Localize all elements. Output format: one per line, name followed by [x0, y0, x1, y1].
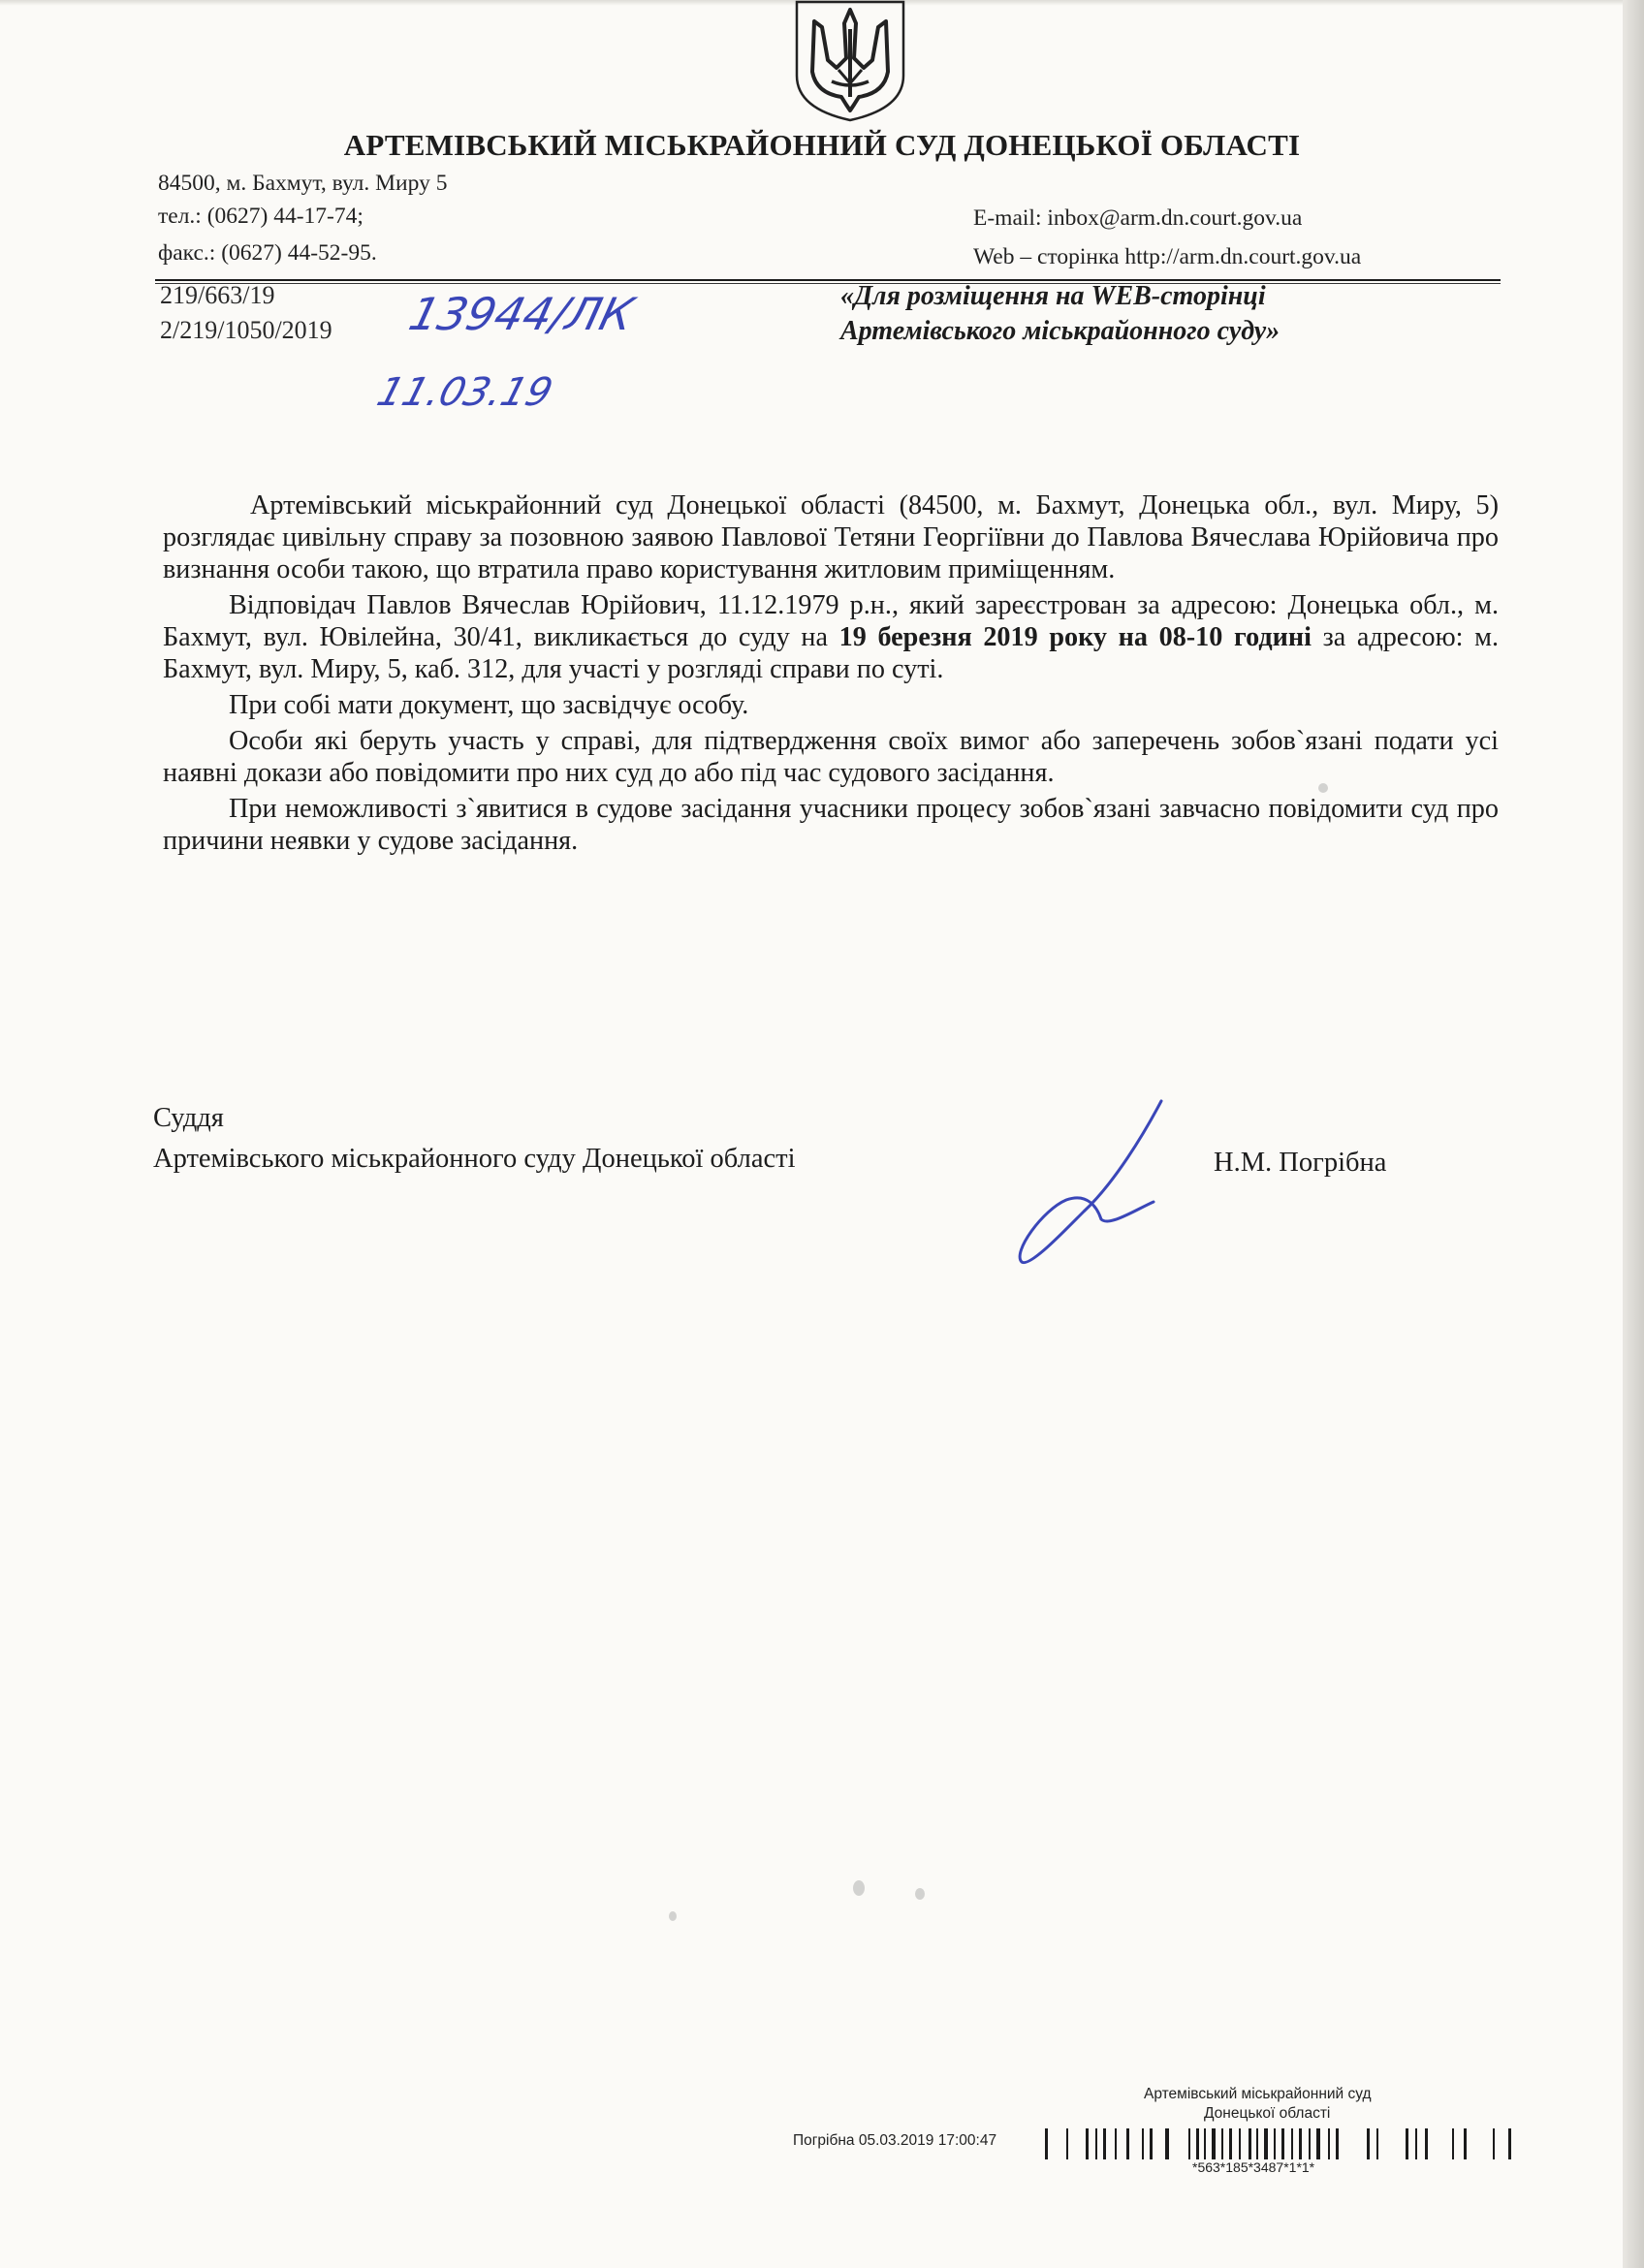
- notice-body: [163, 489, 1499, 861]
- stamp-court-line1: Артемівський міськрайонний суд: [1144, 2086, 1372, 2102]
- proceeding-number: 2/219/1050/2019: [160, 316, 332, 344]
- judge-signature: [1008, 1095, 1192, 1279]
- judge-title: Суддя: [153, 1103, 224, 1133]
- notice-label-line1: «Для розміщення на WEB-сторінці: [840, 281, 1266, 311]
- scan-speck: [1318, 783, 1328, 793]
- scan-speck: [915, 1888, 925, 1900]
- court-email: E-mail: inbox@arm.dn.court.gov.ua: [973, 205, 1303, 231]
- court-name-heading: АРТЕМІВСЬКИЙ МІСЬКРАЙОННИЙ СУД ДОНЕЦЬКОЇ ОБЛАСТІ: [343, 128, 1301, 162]
- svg-text:11.03.19: 11.03.19: [371, 368, 558, 415]
- notice-label-line2: Артемівського міськрайонного суду»: [840, 316, 1280, 346]
- case-number: 219/663/19: [160, 281, 275, 309]
- stamp-code: *563*185*3487*1*1*: [1192, 2159, 1315, 2175]
- court-phone: тел.: (0627) 44-17-74;: [158, 204, 364, 229]
- paragraph-id-requirement: При собі мати документ, що засвідчує особу.: [229, 690, 749, 720]
- scan-speck: [853, 1880, 865, 1896]
- court-address: 84500, м. Бахмут, вул. Миру 5: [158, 171, 448, 196]
- judge-name: Н.М. Погрібна: [1214, 1148, 1387, 1178]
- paragraph-summons: [163, 589, 1499, 685]
- stamp-signer-time: Погрібна 05.03.2019 17:00:47: [793, 2132, 997, 2149]
- handwritten-registration-mark: [403, 281, 649, 349]
- header-divider: [155, 279, 1501, 281]
- scan-edge-right: [1623, 0, 1644, 2268]
- svg-text:13944/ЛК: 13944/ЛК: [403, 289, 639, 341]
- scan-speck: [669, 1911, 677, 1921]
- paragraph-absence: При неможливості з`явитися в судове засідання учасники процесу зобов`язані завчасно повідомити суд про причини неявки у судове засідання.: [163, 794, 1499, 856]
- hearing-datetime: 19 березня 2019 року на 08-10 годині: [838, 622, 1312, 652]
- summons-location: за адресою: м. Бахмут, вул. Миру, 5, каб. 312, для участі у розгляді справи по суті.: [163, 622, 1500, 684]
- paragraph-case-description: Артемівський міськрайонний суд Донецької області (84500, м. Бахмут, Донецька обл., вул. Миру, 5) розглядає цивільну справу за позовною заявою Павлової Тетяни Георгіївни до Павлова Вячеслава Юрійовича про визнання особи такою, що втратила право користування житловим приміщенням.: [163, 490, 1499, 584]
- court-website: Web – сторінка http://arm.dn.court.gov.ua: [973, 244, 1362, 269]
- header-divider-thin: [155, 283, 1501, 284]
- summons-text: Відповідач Павлов Вячеслав Юрійович, 11.12.1979 р.н., який зареєстрован за адресою: Донецька обл., м. Бахмут, вул. Ювілейна, 30/41, викликається до суду на: [163, 590, 1499, 652]
- court-fax: факс.: (0627) 44-52-95.: [158, 240, 377, 266]
- barcode-icon: [1045, 2128, 1522, 2159]
- stamp-court-line2: Донецької області: [1204, 2105, 1331, 2122]
- handwritten-date-mark: [371, 361, 580, 423]
- trident-emblem-icon: [793, 0, 907, 122]
- paragraph-evidence: Особи які беруть участь у справі, для підтвердження своїх вимог або заперечень зобов`язані подати усі наявні докази або повідомити про них суд до або під час судового засідання.: [163, 726, 1499, 788]
- judge-court: Артемівського міськрайонного суду Донецької області: [153, 1144, 796, 1174]
